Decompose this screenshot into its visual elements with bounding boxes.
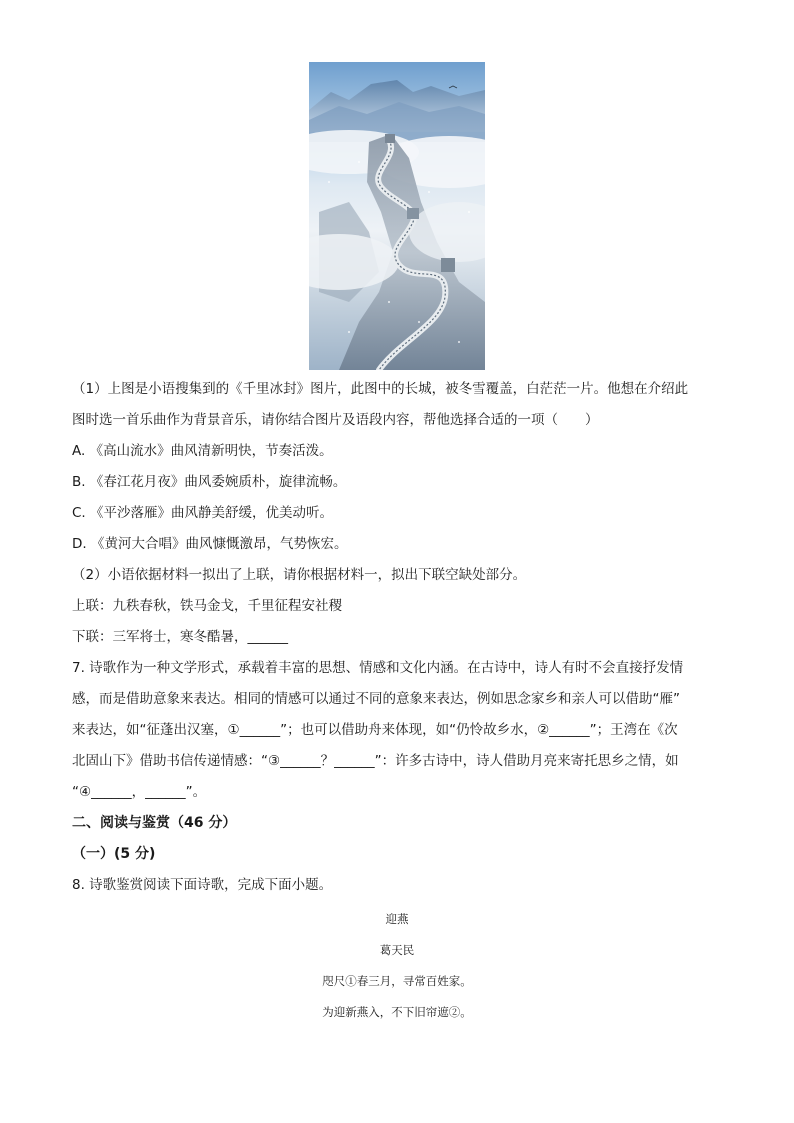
q7-line1: 7. 诗歌作为一种文学形式，承载着丰富的思想、情感和文化内涵。在古诗中，诗人有时不会直接抒发情	[72, 660, 684, 676]
q6-part1	[72, 374, 722, 901]
q8-prompt: 8. 诗歌鉴赏阅读下面诗歌，完成下面小题。	[72, 877, 333, 893]
q7-line2: 感，而是借助意象来表达。相同的情感可以通过不同的意象来表达，例如思念家乡和亲人可以借助“雁”	[72, 691, 680, 707]
q7-line3: 来表达，如“征蓬出汉塞，①______”；也可以借助舟来体现，如“仍怜故乡水，②______”；王湾在《次	[72, 722, 678, 738]
option-c: C. 《平沙落雁》曲风静美舒缓，优美动听。	[72, 505, 334, 521]
option-a: A. 《高山流水》曲风清新明快，节奏活泼。	[72, 443, 333, 459]
lower-couplet: 下联：三军将士，寒冬酷暑，______	[72, 629, 288, 645]
q7-line4: 北固山下》借助书信传递情感：“③______？______”：许多古诗中，诗人借助月亮来寄托思乡之情，如	[72, 753, 679, 769]
section2-heading: 二、阅读与鉴赏（46 分）	[72, 815, 237, 831]
poem-author: 葛天民	[379, 943, 415, 957]
q6-part1-line1: （1）上图是小语搜集到的《千里冰封》图片，此图中的长城，被冬雪覆盖，白茫茫一片。他想在介绍此	[72, 381, 689, 397]
photo-illustration	[309, 62, 485, 370]
poem-line-2: 为迎新燕入，不下旧帘遮②。	[322, 1005, 472, 1019]
q6-part2: （2）小语依据材料一拟出了上联，请你根据材料一，拟出下联空缺处部分。	[72, 567, 527, 583]
q7-line5: “④______，______”。	[72, 784, 207, 800]
section2-sub1: （一）(5 分)	[72, 846, 156, 862]
option-b: B. 《春江花月夜》曲风委婉质朴，旋律流畅。	[72, 474, 347, 490]
poem-line-1: 咫尺①春三月，寻常百姓家。	[322, 974, 472, 988]
great-wall-snow-photo	[309, 62, 485, 370]
upper-couplet: 上联：九秩春秋，铁马金戈，千里征程安社稷	[72, 598, 342, 614]
poem-title: 迎燕	[385, 912, 409, 926]
q6-part1-line2: 图时选一首乐曲作为背景音乐，请你结合图片及语段内容，帮他选择合适的一项（ ）	[72, 412, 599, 428]
option-d: D. 《黄河大合唱》曲风慷慨激昂，气势恢宏。	[72, 536, 348, 552]
